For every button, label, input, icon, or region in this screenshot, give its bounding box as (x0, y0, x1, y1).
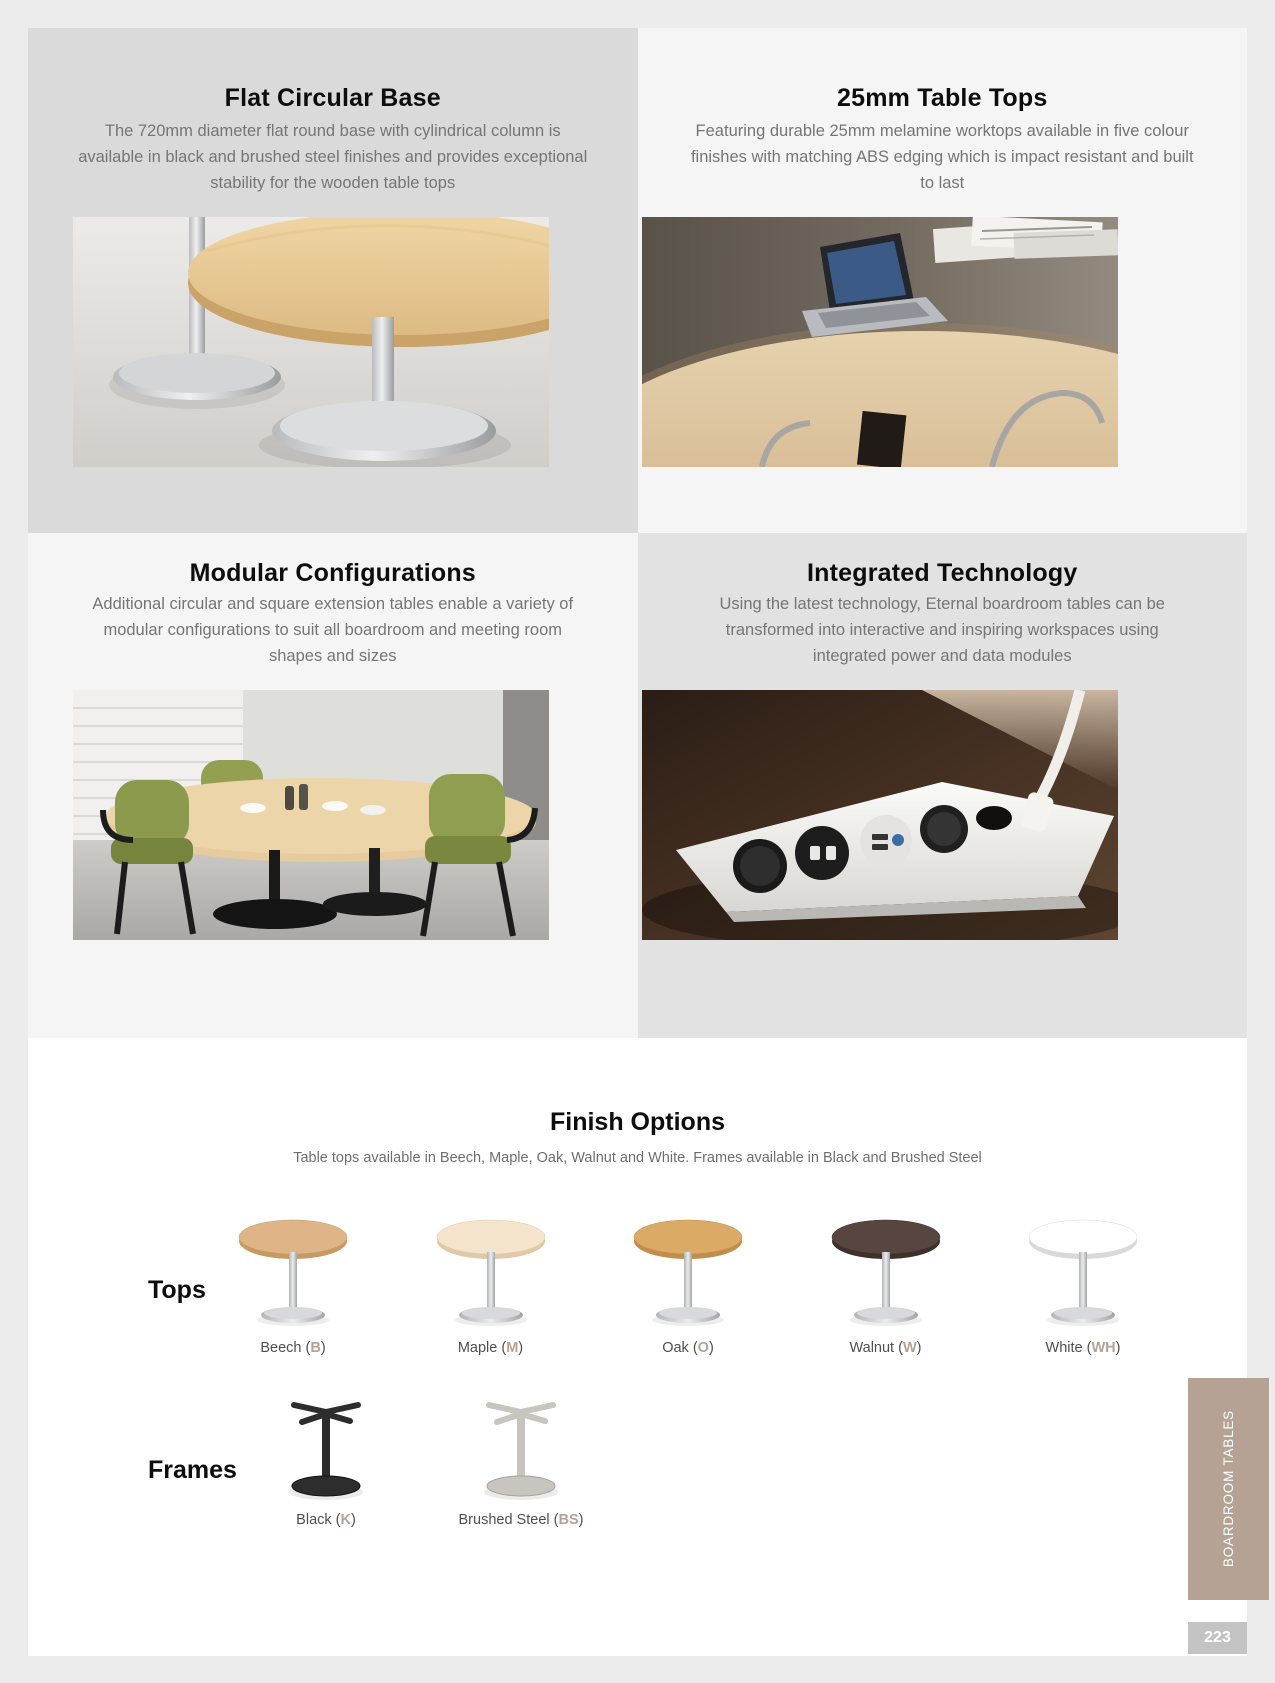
boardroom-tables-side-tab (1188, 1378, 1269, 1600)
tops-row-label: Tops (148, 1276, 206, 1304)
flat-circular-base-photo (73, 217, 549, 467)
top-swatch-image (429, 1208, 553, 1330)
frame-swatch-image (459, 1398, 583, 1502)
feature-description: Featuring durable 25mm melamine worktops available in five colour finishes with matching ABS edging which is impact resistant and built to last (690, 122, 1194, 192)
feature-grid (28, 28, 1247, 1038)
modular-meeting-room-photo (73, 690, 549, 940)
page-number-badge: 223 (1188, 1622, 1247, 1654)
feature-description: Additional circular and square extension tables enable a variety of modular configurations to suit all boardroom and meeting room shapes and sizes (92, 595, 574, 665)
feature-modular-configurations (28, 533, 638, 1038)
frame-swatch-image (264, 1398, 388, 1502)
top-swatch-image (626, 1208, 750, 1330)
frame-swatch-brushed-steel (446, 1398, 596, 1528)
top-swatch-label: Walnut (W) (849, 1340, 922, 1356)
top-swatch-white (1008, 1208, 1158, 1356)
finish-options-subtitle: Table tops available in Beech, Maple, Oak, Walnut and White. Frames available in Black and Brushed Steel (293, 1150, 982, 1166)
top-swatch-label: Oak (O) (662, 1340, 714, 1356)
top-swatch-label: Beech (B) (260, 1340, 326, 1356)
top-swatch-walnut (811, 1208, 961, 1356)
feature-25mm-table-tops (638, 28, 1248, 533)
frame-swatch-label: Brushed Steel (BS) (458, 1512, 584, 1528)
top-swatch-maple (416, 1208, 566, 1356)
table-top-laptop-photo (642, 217, 1118, 467)
finish-options-section (28, 1038, 1247, 1656)
finish-options-title: Finish Options (550, 1108, 725, 1136)
top-swatch-image (1021, 1208, 1145, 1330)
tops-swatch-row (218, 1208, 1158, 1356)
feature-description: Using the latest technology, Eternal boardroom tables can be transformed into interactive and inspiring workspaces using integrated power and data modules (719, 595, 1165, 665)
top-swatch-image (231, 1208, 355, 1330)
feature-description: The 720mm diameter flat round base with cylindrical column is available in black and brushed steel finishes and provides exceptional stability for the wooden table tops (78, 122, 588, 192)
top-swatch-label: White (WH) (1045, 1340, 1121, 1356)
top-swatch-oak (613, 1208, 763, 1356)
feature-title: Flat Circular Base (224, 84, 441, 112)
feature-title: Modular Configurations (189, 559, 476, 587)
feature-title: 25mm Table Tops (837, 84, 1048, 112)
frame-swatch-label: Black (K) (296, 1512, 356, 1528)
integrated-power-module-photo (642, 690, 1118, 940)
frame-swatch-black (251, 1398, 401, 1528)
top-swatch-image (824, 1208, 948, 1330)
feature-integrated-technology (638, 533, 1248, 1038)
frames-row-label: Frames (148, 1456, 237, 1484)
top-swatch-beech (218, 1208, 368, 1356)
frames-swatch-row (251, 1398, 596, 1528)
top-swatch-label: Maple (M) (457, 1340, 524, 1356)
side-tab-label: BOARDROOM TABLES (1221, 1410, 1236, 1568)
feature-title: Integrated Technology (807, 559, 1078, 587)
feature-flat-circular-base (28, 28, 638, 533)
